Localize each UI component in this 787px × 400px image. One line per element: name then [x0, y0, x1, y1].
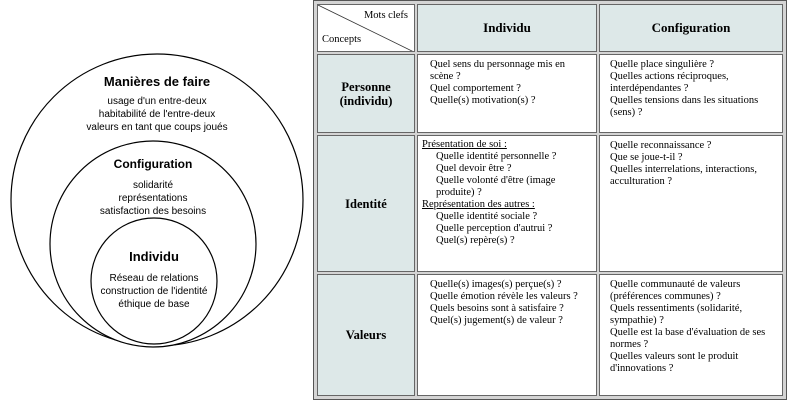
corner-cell — [317, 4, 415, 52]
question: Quelle volonté d'être (image produite) ? — [436, 175, 556, 198]
section-heading: Représentation des autres : — [422, 199, 535, 210]
corner-label-keywords: Mots clefs — [363, 10, 408, 21]
question: Quelles actions réciproques, interdépendantes ? — [610, 71, 729, 94]
question: Quelle place singulière ? — [610, 59, 715, 70]
column-header-configuration: Configuration — [599, 4, 783, 52]
middle-title: Configuration — [113, 157, 193, 171]
question: Quels besoins sont à satisfaire ? — [430, 303, 564, 314]
question: Quelle identité sociale ? — [436, 211, 538, 222]
cell-valeurs-individu — [417, 274, 597, 396]
corner-label-concepts: Concepts — [322, 34, 362, 45]
middle-line-2: représentations — [118, 193, 188, 204]
inner-line-2: construction de l'identité — [100, 286, 208, 297]
question: Que se joue-t-il ? — [610, 152, 683, 163]
concentric-circles-diagram — [0, 0, 313, 400]
outer-line-1: usage d'un entre-deux — [107, 96, 207, 107]
question: Quelle est la base d'évaluation de ses normes ? — [610, 327, 766, 350]
column-header-individu: Individu — [417, 4, 597, 52]
cell-personne-configuration — [599, 54, 783, 133]
question: Quelle communauté de valeurs (préférences communes) ? — [610, 279, 741, 302]
row-header-personne: Personne (individu) — [317, 54, 415, 133]
middle-line-1: solidarité — [132, 180, 174, 191]
cell-valeurs-configuration — [599, 274, 783, 396]
inner-line-1: Réseau de relations — [109, 273, 199, 284]
section-heading: Présentation de soi : — [422, 139, 507, 150]
row-header-valeurs: Valeurs — [317, 274, 415, 396]
question: Quel devoir être ? — [436, 163, 512, 174]
question: Quelles interrelations, interactions, acculturation ? — [610, 164, 757, 187]
concepts-table — [313, 0, 787, 400]
question: Quelle(s) images(s) perçue(s) ? — [430, 279, 562, 290]
row-header-identite: Identité — [317, 135, 415, 272]
middle-line-3: satisfaction des besoins — [99, 206, 207, 217]
question: Quelle reconnaissance ? — [610, 140, 712, 151]
question: Quelle émotion révèle les valeurs ? — [430, 291, 578, 302]
inner-line-3: éthique de base — [118, 299, 190, 310]
question: Quel sens du personnage mis en scène ? — [430, 59, 566, 82]
question: Quelle identité personnelle ? — [436, 151, 557, 162]
question: Quelles tensions dans les situations (sens) ? — [610, 95, 759, 118]
cell-identite-configuration — [599, 135, 783, 272]
outer-title: Manières de faire — [103, 74, 211, 89]
question: Quel(s) repère(s) ? — [436, 235, 515, 246]
cell-identite-individu — [417, 135, 597, 272]
inner-title: Individu — [129, 249, 179, 264]
question: Quel comportement ? — [430, 83, 521, 94]
question: Quelle perception d'autrui ? — [436, 223, 553, 234]
outer-line-2: habitabilité de l'entre-deux — [98, 109, 216, 120]
question: Quelle(s) motivation(s) ? — [430, 95, 536, 106]
cell-personne-individu — [417, 54, 597, 133]
outer-line-3: valeurs en tant que coups joués — [86, 122, 228, 133]
question: Quelles valeurs sont le produit d'innovations ? — [610, 351, 739, 374]
question: Quels ressentiments (solidarité, sympathie) ? — [610, 303, 743, 326]
question: Quel(s) jugement(s) de valeur ? — [430, 315, 563, 326]
